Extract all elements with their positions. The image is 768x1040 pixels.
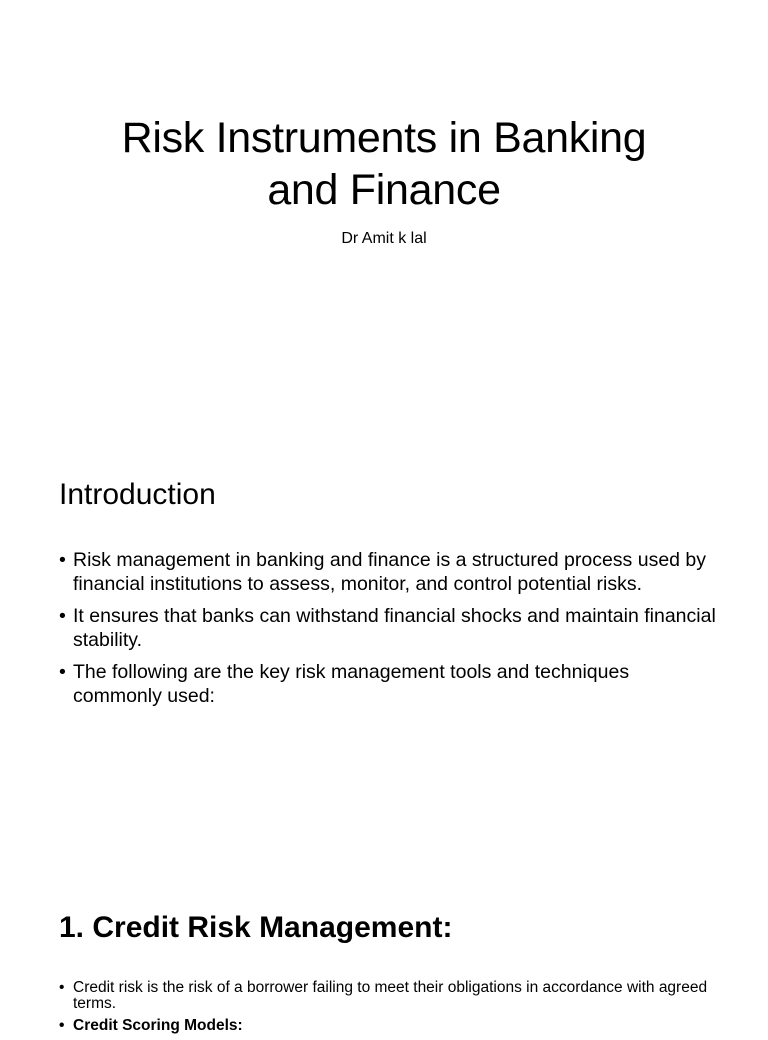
list-item: • Risk management in banking and finance is a structured process used by financial institutions to assess, monitor, and control potential risks.: [59, 548, 719, 596]
author-name: Dr Amit k lal: [341, 230, 427, 247]
list-item: • Credit Scoring Models:: [59, 1018, 719, 1034]
list-item: • Credit risk is the risk of a borrower failing to meet their obligations in accordance with agreed terms.: [59, 980, 719, 1012]
credit-risk-bullet-list: [59, 980, 719, 1040]
list-item: • The following are the key risk management tools and techniques commonly used:: [59, 660, 719, 708]
title-slide: [0, 0, 768, 432]
presentation-title: [84, 112, 684, 216]
introduction-bullet-list: [59, 548, 719, 716]
credit-risk-heading: 1. Credit Risk Management:: [59, 911, 453, 944]
list-item: • It ensures that banks can withstand financial shocks and maintain financial stability.: [59, 604, 719, 652]
title-line-2: and Finance: [267, 166, 501, 214]
title-line-1: Risk Instruments in Banking: [121, 114, 647, 162]
introduction-heading: Introduction: [59, 478, 216, 511]
